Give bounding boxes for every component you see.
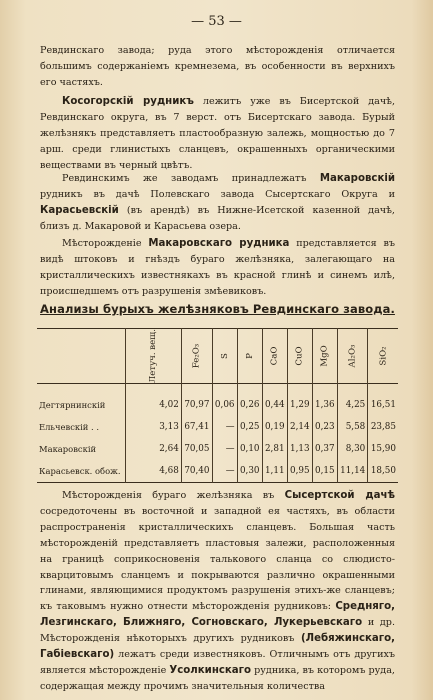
table-row [37,438,398,460]
table-cell: 70,40 [181,460,212,483]
mine-names-limestone: (Лебяжинскаго, Габіевскаго) [40,633,395,661]
paragraph-text: сосредоточены въ восточной и западной ея частяхъ, въ области распространенія кристаллическихъ сланцевъ. Большая часть мѣсторожденій представляетъ пластовыя залежи, расположенныя на границѣ соприкосновенія талькового сланца со слюдисто-кварцитовымъ сланцемъ и покрываются различно окрашенными глинами, являющимися продуктомъ разрушенія этихъ-же сланцевъ; къ таковымъ нужно отнести мѣсторожденія рудниковъ: [40,505,395,613]
table-header-cell: S [212,329,237,384]
table-caption-text: Анализы бурыхъ желѣзняковъ Ревдинскаго завода. [40,302,395,316]
table-header-cell: MgO [312,329,337,384]
paragraph-text: (въ арендѣ) въ Нижне-Исетской казенной дачѣ, близъ д. Макаровой и Карасьева озера. [40,204,395,232]
table-cell: 0,44 [262,384,287,417]
paragraph-text: лежитъ уже въ Бисертской дачѣ, Ревдинскаго округа, въ 7 верст. отъ Бисертскаго завода. Бурый желѣзнякъ представляетъ пластообразную залежь, мощностью до 7 арш. среди глинистыхъ сланцевъ, окрашенныхъ органическими веществами въ черный цвѣтъ. [40,96,396,171]
table-cell: 1,36 [312,384,337,417]
table-cell: 0,26 [237,384,262,417]
paragraph-text: рудникъ въ дачѣ Полевскаго завода Сысертскаго Округа и [40,188,395,200]
row-label: Дегтярнинскій [39,400,106,410]
paragraph-text: рудника, въ которомъ руда, содержащая между прочимъ значительныя количества [40,664,395,692]
table-cell: 0,19 [262,416,287,438]
table-cell: 3,13 [126,416,182,438]
table-cell: 70,97 [181,384,212,417]
karasevsky-mine-name: Карасьевскій [40,204,119,216]
table-header-cell: SiO₂ [368,329,398,384]
paragraph-text: и др. Мѣсторожденія нѣкоторыхъ другихъ рудниковъ [40,617,395,645]
table-header-cell: P [237,329,262,384]
paragraph-text: Ревдинскимъ же заводамъ принадлежатъ [62,173,320,184]
paragraph-deposit [40,236,395,300]
page-number: — 53 — [191,14,242,29]
table-cell: 0,25 [237,416,262,438]
kosogorsky-mine-title: Косогорскій рудникъ [62,96,194,107]
table-cell: 70,05 [181,438,212,460]
table-cell: 0,95 [287,460,312,483]
table-cell: 23,85 [368,416,398,438]
analysis-table [37,328,398,483]
table-cell: 2,81 [262,438,287,460]
table-cell: 15,90 [368,438,398,460]
table-cell: 0,23 [312,416,337,438]
table-cell: 67,41 [181,416,212,438]
table-header-name [37,329,126,384]
makarovsky-mine-name: Макаровскій [319,173,395,184]
table-cell: 2,14 [287,416,312,438]
paragraph-sysert [40,488,395,695]
row-label: Макаровскій [39,444,97,454]
table-cell: 4,02 [126,384,182,417]
paragraph-text: Мѣсторожденіе [62,238,149,249]
table-header-cell: Al₂O₃ [337,329,368,384]
paragraph-kosogorsky [40,94,395,174]
table-cell: 1,29 [287,384,312,417]
table-cell: 5,58 [337,416,368,438]
table-cell: 8,30 [337,438,368,460]
table-cell: 16,51 [368,384,398,417]
table-cell: 1,13 [287,438,312,460]
table-cell: 1,11 [262,460,287,483]
table-cell: 11,14 [337,460,368,483]
table-row [37,416,398,438]
table-header-cell: Летуч. вещ. [126,329,182,384]
row-label: Ельчевскій . . [39,422,100,432]
makarovsky-mine-title: Макаровскаго рудника [148,238,290,249]
table-cell: 0,15 [312,460,337,483]
paragraph-text: Мѣсторожденія бураго желѣзняка въ [62,490,285,501]
table-header-cell: CaO [262,329,287,384]
table-cell: 2,64 [126,438,182,460]
row-label: Карасьевск. обож. [39,466,121,476]
paragraph-text: Ревдинскаго завода; руда этого мѣсторожденія отличается большимъ содержаніемъ кремнезема, въ особенности въ верхнихъ его частяхъ. [40,45,395,88]
table-cell: — [212,438,237,460]
table-row [37,384,398,417]
paragraph-makarovsky [40,171,395,235]
table-cell: 0,06 [212,384,237,417]
table-header-cell: Fe₂O₃ [181,329,212,384]
table-cell: 4,68 [126,460,182,483]
table-cell: 4,25 [337,384,368,417]
sysert-estate-name: Сысертской дачѣ [284,490,395,501]
table-row [37,460,398,483]
table-cell: 0,30 [237,460,262,483]
paragraph-revda-ore [40,43,395,91]
table-header-cell: CuO [287,329,312,384]
table-caption [40,302,395,316]
table-cell: 0,37 [312,438,337,460]
paragraph-text: лежатъ среди известняковъ. Отличнымъ отъ другихъ является мѣсторожденіе [40,649,395,676]
usolkinsky-mine-name: Усолкинскаго [169,664,252,676]
paragraph-text: представляется въ видѣ штоковъ и гнѣздъ бураго желѣзняка, залегающаго на кристаллическихъ известнякахъ въ красной глинѣ и синемъ илѣ, происшедшемъ отъ разрушенія змѣевиковъ. [40,238,395,297]
table-cell: — [212,460,237,483]
mine-names-list: Средняго, Лезгинскаго, Ближняго, Согновскаго, Лукерьевскаго [40,601,395,629]
table-cell: 18,50 [368,460,398,483]
table-cell: — [212,416,237,438]
table-header-row [37,329,398,384]
table-cell: 0,10 [237,438,262,460]
